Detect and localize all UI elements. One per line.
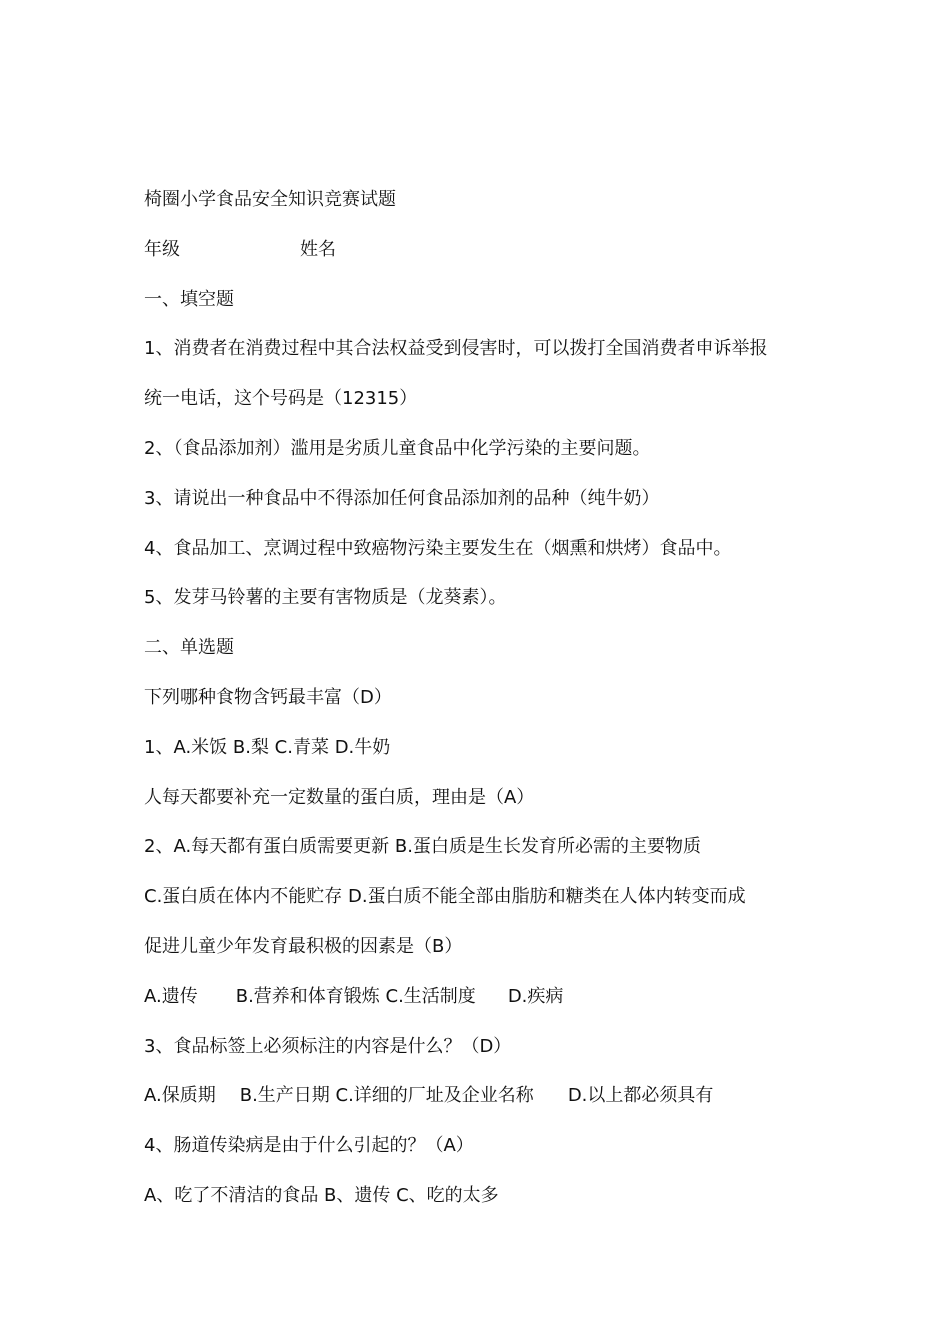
header-fields (144, 228, 844, 278)
name-label: 姓名 (300, 238, 336, 260)
section1-heading: 一、填空题 (144, 288, 234, 310)
fill-question-1-line2: 统一电话，这个号码是（12315） (144, 388, 418, 410)
fill-question-4: 4、食品加工、烹调过程中致癌物污染主要发生在（烟熏和烘烤）食品中。 (144, 537, 732, 559)
fill-question-3: 3、请说出一种食品中不得添加任何食品添加剂的品种（纯牛奶） (144, 487, 660, 509)
choice-question-4-options (144, 1074, 844, 1124)
choice-question-3-options (144, 975, 844, 1025)
section2-heading: 二、单选题 (144, 637, 234, 659)
fill-question-5: 5、发芽马铃薯的主要有害物质是（龙葵素）。 (144, 587, 507, 609)
choice-question-5-stem: 4、肠道传染病是由于什么引起的？（A） (144, 1135, 474, 1157)
option-d: D.疾病 (507, 985, 564, 1007)
option-bc: B.生产日期 C.详细的厂址及企业名称 (239, 1085, 534, 1107)
choice-question-3-stem: 促进儿童少年发育最积极的因素是（B） (144, 935, 463, 957)
choice-question-4-stem: 3、食品标签上必须标注的内容是什么？（D） (144, 1035, 512, 1057)
choice-question-1-stem: 下列哪种食物含钙最丰富（D） (144, 686, 392, 708)
fill-question-2: 2、（食品添加剂）滥用是劣质儿童食品中化学污染的主要问题。 (144, 437, 651, 459)
option-bc: B.营养和体育锻炼 C.生活制度 (235, 985, 476, 1007)
option-a: A.遗传 (144, 985, 198, 1007)
document-body (144, 178, 844, 1224)
choice-question-5-options: A、吃了不清洁的食品 B、遗传 C、吃的太多 (144, 1184, 499, 1206)
choice-question-2-options-line2: C.蛋白质在体内不能贮存 D.蛋白质不能全部由脂肪和糖类在人体内转变而成 (144, 886, 746, 908)
option-d: D.以上都必须具有 (567, 1085, 714, 1107)
fill-question-1-line1: 1、消费者在消费过程中其合法权益受到侵害时，可以拨打全国消费者申诉举报 (144, 338, 768, 360)
document-title: 椅圈小学食品安全知识竞赛试题 (144, 189, 396, 210)
choice-question-1-options: 1、A.米饭 B.梨 C.青菜 D.牛奶 (144, 736, 391, 758)
choice-question-2-stem: 人每天都要补充一定数量的蛋白质，理由是（A） (144, 786, 535, 808)
choice-question-2-options-line1: 2、A.每天都有蛋白质需要更新 B.蛋白质是生长发育所必需的主要物质 (144, 836, 701, 858)
option-a: A.保质期 (144, 1085, 216, 1107)
grade-label: 年级 (144, 238, 180, 260)
